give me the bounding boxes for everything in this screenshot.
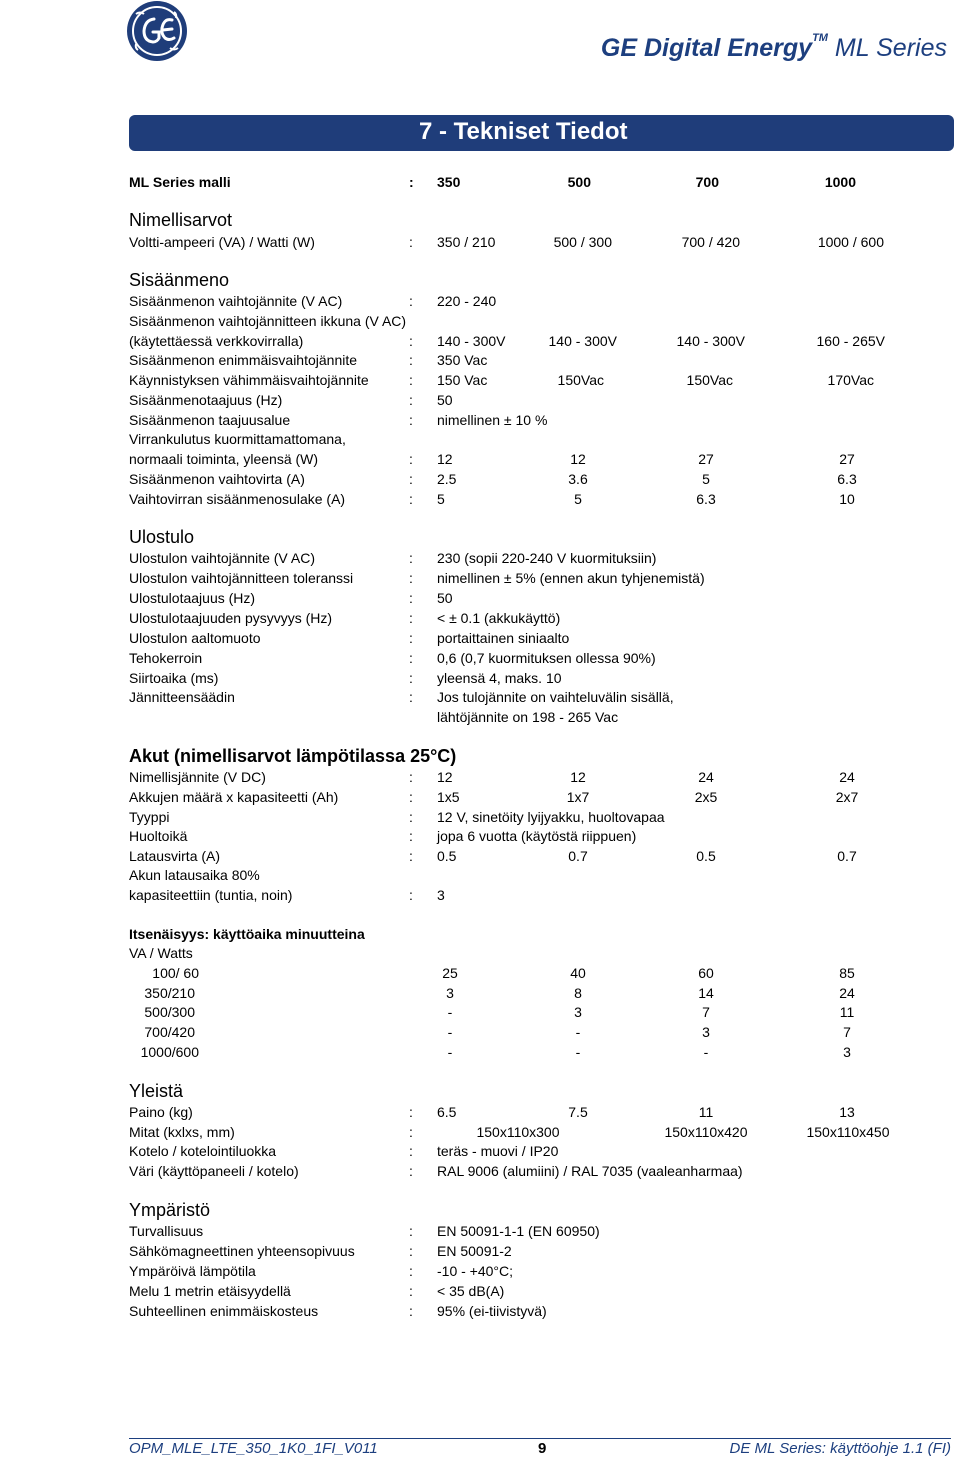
autonomy-heading: Itsenäisyys: käyttöaika minuutteina [129,926,365,942]
cons-500: 12 [570,451,586,467]
output-label: Jännitteensäädin [129,689,235,705]
sep: : [409,293,413,309]
case-value: teräs - muovi / IP20 [437,1143,559,1159]
weight-1000: 13 [839,1104,855,1120]
brand-name: GE Digital Energy [600,34,813,62]
sep: : [409,1143,413,1159]
input-window-label-2: (käytettäessä verkkovirralla) [129,333,304,349]
cons-1000: 27 [839,451,855,467]
input-window-label: Sisäänmenon vaihtojännitteen ikkuna (V AC) [129,313,407,329]
general-heading: Yleistä [129,1081,184,1101]
battery-type-label: Tyyppi [129,809,170,825]
current-350: 2.5 [437,471,457,487]
dims-c: 150x110x450 [806,1124,890,1140]
dims-b: 150x110x420 [664,1124,748,1140]
trademark: TM [812,32,828,44]
autonomy-value: 3 [702,1024,710,1040]
output-value: 50 [437,590,453,606]
sep: : [409,769,413,785]
output-label: Ulostulon vaihtojännitteen toleranssi [129,570,354,586]
sep: : [409,392,413,408]
env-value: EN 50091-1-1 (EN 60950) [437,1223,600,1239]
output-value: 230 (sopii 220-240 V kuormituksiin) [437,550,657,566]
autonomy-value: 25 [442,965,458,981]
start-350: 150 Vac [437,372,488,388]
output-label: Ulostulon aaltomuoto [129,630,261,646]
model-350: 350 [437,174,461,190]
battery-count-label: Akkujen määrä x kapasiteetti (Ah) [129,789,339,805]
input-window-700: 140 - 300V [676,333,745,349]
autonomy-value: - [447,1004,453,1020]
env-value: -10 - +40°C; [437,1263,514,1279]
sep: : [409,471,413,487]
current-700: 5 [702,471,710,487]
output-value: portaittainen siniaalto [437,630,570,646]
battery-voltage-label: Nimellisjännite (V DC) [129,769,266,785]
output-heading: Ulostulo [129,527,195,547]
autonomy-value: 3 [446,985,454,1001]
autonomy-value: 11 [839,1004,855,1020]
autonomy-row-label: 500/300 [144,1004,195,1020]
recharge-value: 3 [437,887,445,903]
sep: : [409,1263,413,1279]
autonomy-value: - [703,1044,709,1060]
consumption-label-2: normaali toiminta, yleensä (W) [129,451,319,467]
va-1000: 1000 / 600 [817,234,884,250]
output-value: 0,6 (0,7 kuormituksen ollessa 90%) [437,650,656,666]
cons-350: 12 [437,451,453,467]
sep: : [409,333,413,349]
autonomy-value: 8 [574,985,582,1001]
env-label: Sähkömagneettinen yhteensopivuus [129,1243,355,1259]
output-label: Ulostulon vaihtojännite (V AC) [129,550,315,566]
env-value: 95% (ei-tiivistyvä) [437,1303,547,1319]
input-current-label: Sisäänmenon vaihtovirta (A) [129,471,305,487]
env-label: Ympäröivä lämpötila [129,1263,256,1279]
va-500: 500 / 300 [553,234,612,250]
input-window-350: 140 - 300V [437,333,506,349]
sep: : [409,352,413,368]
output-label: Siirtoaika (ms) [129,670,219,686]
sep: : [409,650,413,666]
sep: : [409,789,413,805]
sep: : [409,1163,413,1179]
env-label: Suhteellinen enimmäiskosteus [129,1303,319,1319]
case-label: Kotelo / kotelointiluokka [129,1143,277,1159]
input-range-label: Sisäänmenon taajuusalue [129,412,291,428]
sep: : [409,1243,413,1259]
recharge-label-2: kapasiteettiin (tuntia, noin) [129,887,293,903]
output-label: Tehokerroin [129,650,203,666]
autonomy-row-label: 350/210 [144,985,195,1001]
autonomy-value: 85 [839,965,855,981]
sep: : [409,570,413,586]
nominal-heading: Nimellisarvot [129,210,233,230]
dims-a: 150x110x300 [476,1124,560,1140]
sep: : [409,1104,413,1120]
bc-350: 1x5 [437,789,460,805]
input-freq-label: Sisäänmenotaajuus (Hz) [129,392,283,408]
fuse-label: Vaihtovirran sisäänmenosulake (A) [129,491,346,507]
charge-label: Latausvirta (A) [129,848,221,864]
autonomy-row-label: 700/420 [144,1024,195,1040]
autonomy-sub: VA / Watts [129,945,193,961]
battery-type-value: 12 V, sinetöity lyijyakku, huoltovapaa [437,809,665,825]
fuse-700: 6.3 [696,491,716,507]
autonomy-value: - [447,1044,453,1060]
start-1000: 170Vac [827,372,874,388]
autonomy-value: - [575,1044,581,1060]
output-value-2: lähtöjännite on 198 - 265 Vac [437,709,619,725]
autonomy-value: 3 [574,1004,582,1020]
battery-heading: Akut (nimellisarvot lämpötilassa 25°C) [129,746,457,766]
brand-series: ML Series [834,34,947,62]
start-700: 150Vac [686,372,733,388]
sep: : [409,451,413,467]
sep: : [409,234,413,250]
weight-700: 11 [698,1104,714,1120]
va-700: 700 / 420 [681,234,740,250]
sep: : [409,828,413,844]
output-label: Ulostulotaajuus (Hz) [129,590,256,606]
sep: : [409,848,413,864]
footer-doc-title: DE ML Series: käyttöohje 1.1 (FI) [729,1440,951,1457]
autonomy-row-label: 100/ 60 [152,965,199,981]
bc-700: 2x5 [694,789,718,805]
autonomy-row-label: 1000/600 [140,1044,199,1060]
sep: : [409,491,413,507]
input-window-500: 140 - 300V [548,333,617,349]
autonomy-value: 40 [570,965,586,981]
sep: : [409,590,413,606]
color-label: Väri (käyttöpaneeli / kotelo) [129,1163,299,1179]
autonomy-value: - [447,1024,453,1040]
sep: : [409,630,413,646]
charge-500: 0.7 [568,848,588,864]
weight-350: 6.5 [437,1104,457,1120]
sep: : [409,1223,413,1239]
sep: : [409,1283,413,1299]
autonomy-value: 14 [698,985,714,1001]
input-voltage-label: Sisäänmenon vaihtojännite (V AC) [129,293,343,309]
va-label: Voltti-ampeeri (VA) / Watti (W) [129,234,315,250]
start-voltage-label: Käynnistyksen vähimmäisvaihtojännite [129,372,369,388]
sep: : [409,887,413,903]
battery-life-label: Huoltoikä [129,828,188,844]
bv-350: 12 [437,769,453,785]
start-500: 150Vac [557,372,604,388]
autonomy-value: 24 [839,985,855,1001]
charge-350: 0.5 [437,848,457,864]
consumption-label: Virrankulutus kuormittamattomana, [129,431,346,447]
input-heading: Sisäänmeno [129,270,230,290]
input-freq-value: 50 [437,392,453,408]
env-label: Turvallisuus [129,1223,204,1239]
input-max-value: 350 Vac [437,352,488,368]
input-max-label: Sisäänmenon enimmäisvaihtojännite [129,352,358,368]
brand-wordmark [601,34,947,63]
dims-label: Mitat (kxlxs, mm) [129,1124,235,1140]
autonomy-value: 7 [843,1024,851,1040]
model-500: 500 [567,174,591,190]
sep: : [409,809,413,825]
battery-life-value: jopa 6 vuotta (käytöstä riippuen) [437,828,637,844]
output-label: Ulostulotaajuuden pysyvyys (Hz) [129,610,333,626]
output-value: nimellinen ± 5% (ennen akun tyhjenemistä) [437,570,705,586]
bc-1000: 2x7 [835,789,859,805]
weight-label: Paino (kg) [129,1104,193,1120]
bv-500: 12 [570,769,586,785]
sep: : [409,610,413,626]
current-500: 3.6 [568,471,588,487]
recharge-label: Akun latausaika 80% [129,867,260,883]
environment-heading: Ympäristö [129,1200,211,1220]
sep: : [409,1124,413,1140]
charge-1000: 0.7 [837,848,857,864]
output-value: < ± 0.1 (akkukäyttö) [437,610,561,626]
output-value: Jos tulojännite on vaihteluvälin sisällä, [437,689,674,705]
autonomy-value: 3 [843,1044,851,1060]
va-350: 350 / 210 [437,234,496,250]
page-number: 9 [538,1440,547,1457]
bc-500: 1x7 [566,789,590,805]
sep: : [409,689,413,705]
model-700: 700 [695,174,719,190]
cons-700: 27 [698,451,714,467]
sep: : [409,550,413,566]
color-value: RAL 9006 (alumiini) / RAL 7035 (vaaleanharmaa) [437,1163,743,1179]
output-value: yleensä 4, maks. 10 [437,670,562,686]
sep: : [409,174,414,190]
section-title-bar [129,115,954,151]
sep: : [409,670,413,686]
bv-700: 24 [698,769,714,785]
input-range-value: nimellinen ± 10 % [437,412,548,428]
autonomy-value: - [575,1024,581,1040]
fuse-500: 5 [574,491,582,507]
model-label: ML Series malli [129,174,231,190]
ge-logo [126,0,188,62]
fuse-1000: 10 [839,491,855,507]
input-voltage-value: 220 - 240 [437,293,497,309]
autonomy-value: 60 [698,965,714,981]
autonomy-value: 7 [702,1004,710,1020]
sep: : [409,372,413,388]
sep: : [409,1303,413,1319]
env-label: Melu 1 metrin etäisyydellä [129,1283,291,1299]
current-1000: 6.3 [837,471,857,487]
weight-500: 7.5 [568,1104,588,1120]
fuse-350: 5 [437,491,445,507]
model-1000: 1000 [824,174,856,190]
charge-700: 0.5 [696,848,716,864]
footer-doc-code: OPM_MLE_LTE_350_1K0_1FI_V011 [129,1440,378,1457]
sep: : [409,412,413,428]
section-title: 7 - Tekniset Tiedot [419,118,628,145]
env-value: EN 50091-2 [437,1243,512,1259]
bv-1000: 24 [839,769,855,785]
input-window-1000: 160 - 265V [816,333,885,349]
env-value: < 35 dB(A) [437,1283,505,1299]
